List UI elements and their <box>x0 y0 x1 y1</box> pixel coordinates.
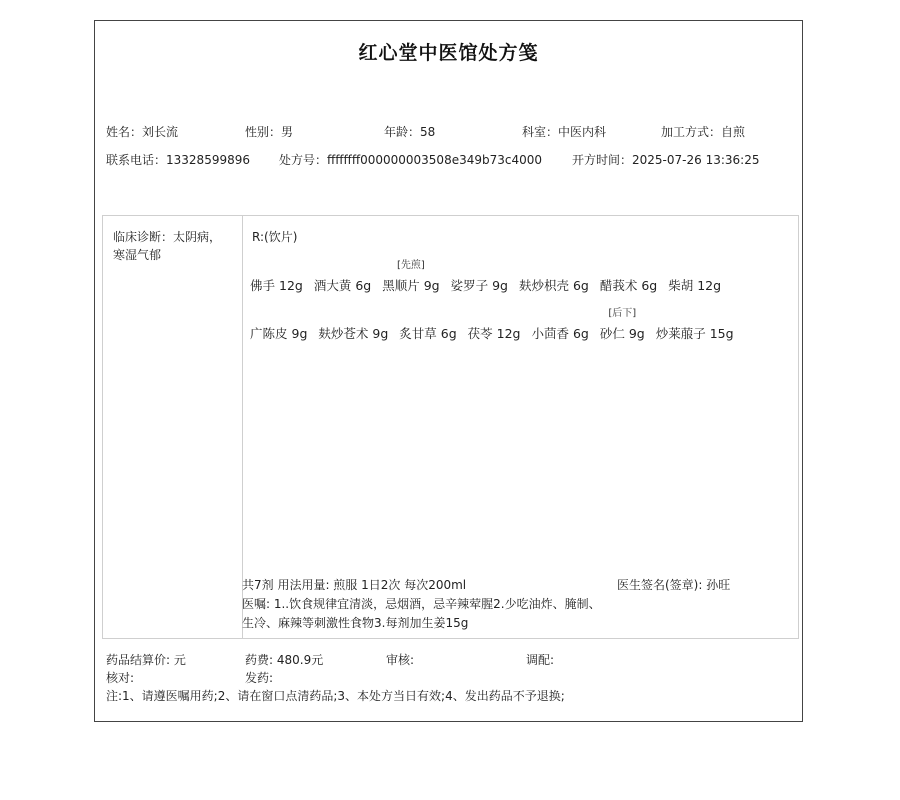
prescription-body <box>102 215 799 639</box>
herb-item <box>318 324 388 342</box>
herb-name: 黑顺片 <box>382 278 420 293</box>
herb-dose: 6g <box>641 278 658 293</box>
herb-dose: 9g <box>291 326 308 341</box>
patient-gender <box>245 123 293 140</box>
herb-dose: 12g <box>697 278 722 293</box>
herb-name: 麸炒枳壳 <box>518 278 569 293</box>
patient-name <box>106 123 178 140</box>
contact-phone <box>106 151 250 168</box>
herb-item <box>600 276 657 294</box>
contact-phone-label: 联系电话： <box>106 153 167 167</box>
clinical-diagnosis <box>113 228 233 264</box>
herb-dose: 6g <box>572 326 589 341</box>
patient-name-label: 姓名： <box>106 125 143 139</box>
settlement-price-label: 药品结算价: <box>106 653 171 667</box>
herb-dose: 6g <box>355 278 372 293</box>
check-label: 核对: <box>106 671 135 685</box>
processing-method-label: 加工方式： <box>661 125 722 139</box>
herb-dose: 6g <box>440 326 457 341</box>
department-value: 中医内科 <box>558 125 607 139</box>
prescription-number <box>279 151 542 168</box>
herb-name: 茯苓 <box>467 326 493 341</box>
patient-age <box>384 123 435 140</box>
patient-age-value: 58 <box>420 125 436 139</box>
footer-note: 注:1、请遵医嘱用药;2、请在窗口点清药品;3、本处方当日有效;4、发出药品不予退换; <box>106 689 565 703</box>
herb-name: 柴胡 <box>668 278 694 293</box>
herb-row-2 <box>250 308 741 342</box>
herb-item <box>250 276 303 294</box>
rx-label: R:(饮片) <box>252 230 298 244</box>
patient-gender-value: 男 <box>281 125 294 139</box>
herb-item <box>656 324 734 342</box>
herb-row-1 <box>250 260 728 294</box>
patient-age-label: 年龄： <box>384 125 421 139</box>
issue-label: 发药: <box>245 671 274 685</box>
herb-item <box>531 324 588 342</box>
prescription-sheet <box>94 20 803 722</box>
herb-dose: 12g <box>279 278 303 293</box>
settlement-price-value: 元 <box>173 653 186 667</box>
herb-name: 娑罗子 <box>450 278 489 293</box>
herb-dose: 9g <box>628 326 645 341</box>
herb-item <box>668 276 721 294</box>
herb-dose: 12g <box>496 326 521 341</box>
diagnosis-column <box>103 216 243 638</box>
medicine-fee-label: 药费: <box>245 653 274 667</box>
settlement-price <box>106 651 186 668</box>
medical-advice: 医嘱: 1..饮食规律宜清淡，忌烟酒，忌辛辣荤腥2.少吃油炸、腌制、生冷、麻辣等刺激性食物3.每剂加生姜15g <box>242 597 601 630</box>
patient-gender-label: 性别： <box>245 125 282 139</box>
prescription-number-value: ffffffff000000003508e349b73c4000 <box>327 153 543 167</box>
herb-name: 酒大黄 <box>313 278 352 293</box>
herb-item <box>451 276 508 294</box>
herb-name: 麸炒苍术 <box>318 326 369 341</box>
prescription-number-label: 处方号： <box>279 153 328 167</box>
herb-item <box>250 324 307 342</box>
herb-name: 佛手 <box>250 278 276 293</box>
medicine-fee <box>245 651 323 668</box>
department-label: 科室： <box>522 125 559 139</box>
herb-dose: 9g <box>423 278 440 293</box>
prescription-column <box>242 216 798 638</box>
diagnosis-label: 临床诊断： <box>113 230 174 244</box>
herb-name: 炙甘草 <box>399 326 437 341</box>
herb-note: [先煎] <box>396 260 425 271</box>
herb-item <box>599 308 645 342</box>
herb-name: 砂仁 <box>599 326 625 341</box>
herb-dose: 9g <box>372 326 389 341</box>
herb-name: 醋莪术 <box>599 278 638 293</box>
herb-name: 炒莱菔子 <box>655 326 706 341</box>
herb-item <box>519 276 589 294</box>
usage-dosage: 共7剂 用法用量: 煎服 1日2次 每次200ml <box>242 578 467 592</box>
herb-item <box>399 324 456 342</box>
herb-dose: 9g <box>492 278 508 293</box>
contact-phone-value: 13328599896 <box>166 153 250 167</box>
herb-item <box>314 276 371 294</box>
herb-name: 小茴香 <box>531 326 569 341</box>
review-label: 审核: <box>386 653 415 667</box>
medicine-fee-value: 480.9元 <box>276 653 324 667</box>
doctor-signature: 医生签名(签章): 孙旺 <box>617 578 731 592</box>
herb-note: [后下] <box>608 308 637 319</box>
page-title: 红心堂中医馆处方笺 <box>358 42 539 64</box>
processing-method <box>661 123 745 140</box>
prescribe-time <box>572 151 759 168</box>
herb-item <box>382 260 440 294</box>
department <box>522 123 606 140</box>
patient-name-value: 刘长流 <box>142 125 179 139</box>
processing-method-value: 自煎 <box>721 125 746 139</box>
herb-item <box>468 324 521 342</box>
diagnosis-text: 太阴病，寒湿气郁 <box>113 230 222 262</box>
herb-dose: 15g <box>709 326 734 341</box>
dispense-prep-label: 调配: <box>526 653 555 667</box>
prescribe-time-label: 开方时间： <box>572 153 633 167</box>
herb-dose: 6g <box>572 278 589 293</box>
prescribe-time-value: 2025-07-26 13:36:25 <box>632 153 760 167</box>
herb-name: 广陈皮 <box>250 326 288 341</box>
